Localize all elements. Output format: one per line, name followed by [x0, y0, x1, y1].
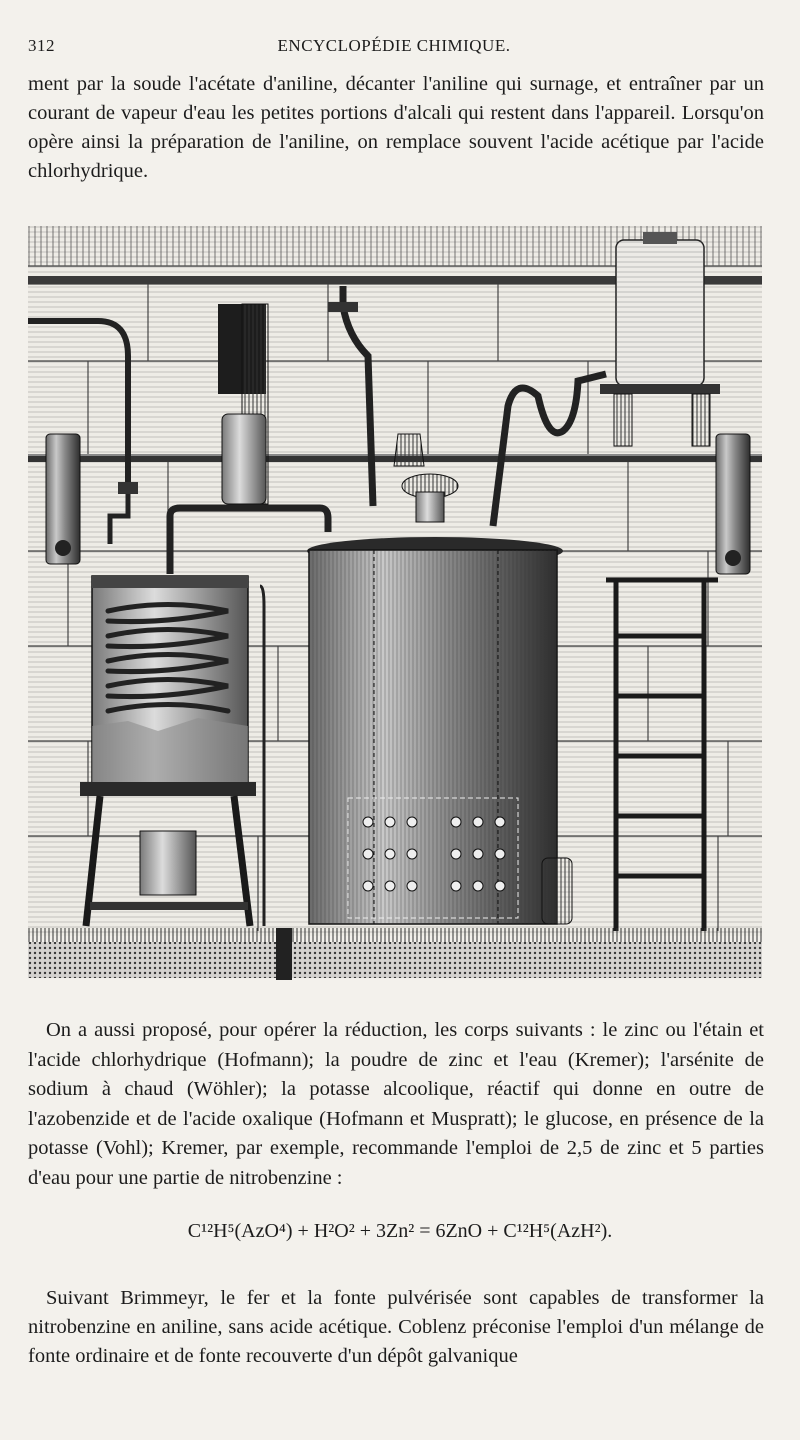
apparatus-engraving [28, 226, 762, 984]
paragraph-brimmeyr: Suivant Brimmeyr, le fer et la fonte pulvérisée sont capables de transformer la nitrobenzine en aniline, sans acide acétique. Coblenz préconise l'emploi d'un mélange de fonte ordinaire et de fonte recouverte d'un dépôt galvanique [28, 1287, 764, 1367]
page-header [28, 36, 760, 64]
paragraph-reduction-agents: On a aussi proposé, pour opérer la réduction, les corps suivants : le zinc ou l'étain et l'acide chlorhydrique (Hofmann); la poudre de zinc et l'eau (Kremer); l'arsénite de sodium à chaud (Wöhler); la potasse alcoolique, réactif qui donne en outre de l'azobenzide et de l'acide oxalique (Hofmann et Muspratt); le glucose, en présence de la potasse (Vohl); Kremer, par exemple, recommande l'emploi de 2,5 de zinc et 5 parties d'eau pour une partie de nitrobenzine : [28, 1019, 764, 1189]
paragraph-intro: ment par la soude l'acétate d'aniline, décanter l'aniline qui surnage, et entraîner par un courant de vapeur d'eau les petites portions d'alcali qui restent dans l'appareil. Lorsqu'on opère ainsi la préparation de l'aniline, on remplace souvent l'acide acétique par l'acide chlorhydrique. [28, 73, 764, 182]
chemical-equation: C¹²H⁵(AzO⁴) + H²O² + 3Zn² = 6ZnO + C¹²H⁵(AzH²). [187, 1220, 613, 1242]
running-title: ENCYCLOPÉDIE CHIMIQUE. [277, 36, 511, 55]
page-number: 312 [28, 36, 55, 55]
